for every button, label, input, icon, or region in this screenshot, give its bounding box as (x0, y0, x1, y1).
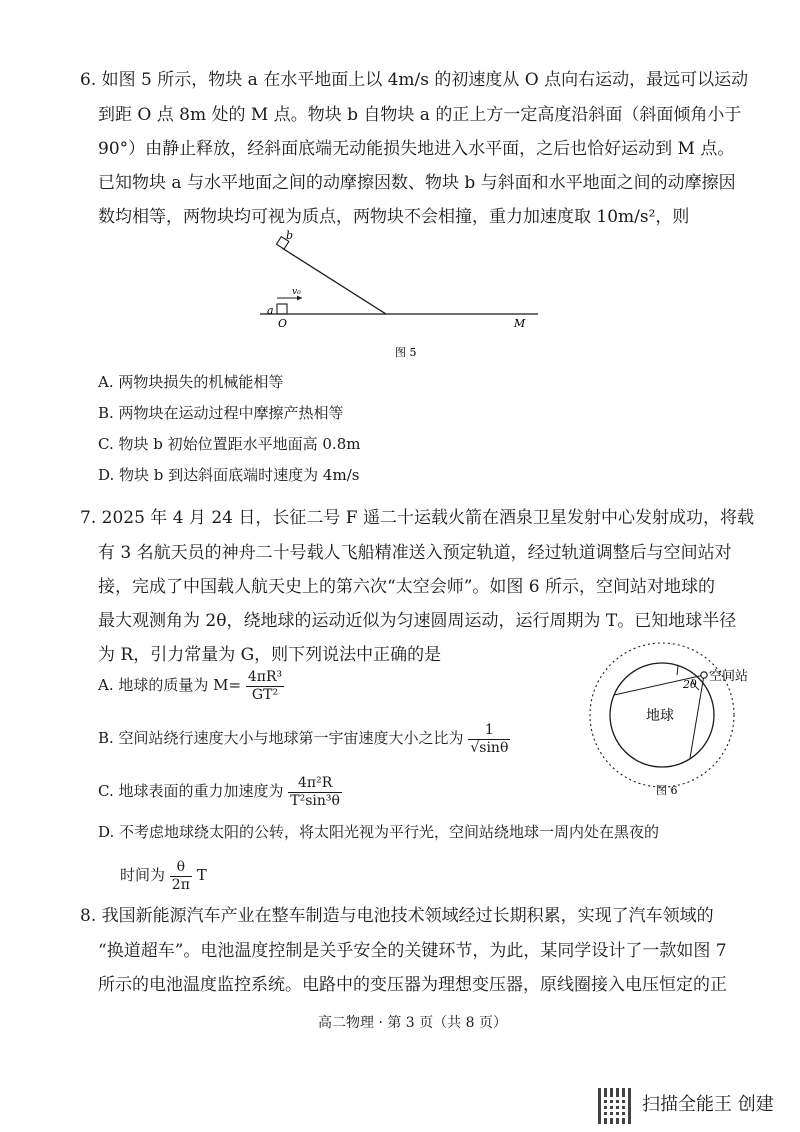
figure-6-overlay (574, 640, 774, 800)
fraction-numerator: θ (170, 859, 192, 877)
fraction-numerator: 1 (468, 722, 510, 740)
q8-line-3: 所示的电池温度监控系统。电路中的变压器为理想变压器，原线圈接入电压恒定的正 (98, 975, 727, 995)
q6-option-c: C. 物块 b 初始位置距水平地面高 0.8m (98, 435, 361, 453)
q6-line-3: 90°）由静止释放，经斜面底端无动能损失地进入水平面，之后也恰好运动到 M 点。 (98, 139, 735, 159)
figure-6-caption: 图 6 (656, 784, 678, 797)
q6-line-4: 已知物块 a 与水平地面之间的动摩擦因数、物块 b 与斜面和水平地面之间的动摩擦因 (98, 173, 736, 193)
fraction-numerator: 4π²R (288, 775, 342, 793)
label-a: a (267, 304, 274, 317)
q7-option-d-suffix: T (196, 866, 207, 884)
watermark-text: 扫描全能王 创建 (642, 1094, 774, 1115)
fraction-denominator: GT² (251, 686, 279, 703)
station-label: 空间站 (709, 669, 749, 684)
label-o: O (278, 317, 288, 330)
q6-option-b: B. 两物块在运动过程中摩擦产热相等 (98, 404, 344, 422)
fraction-numerator: 4πR³ (247, 668, 283, 685)
q6-line-5: 数均相等，两物块均可视为质点，两物块不会相撞，重力加速度取 10m/s²，则 (98, 207, 690, 227)
q7-option-d-line-1: D. 不考虑地球绕太阳的公转，将太阳光视为平行光，空间站绕地球一周内处在黑夜的 (98, 823, 660, 841)
q7-option-c (98, 766, 342, 816)
station-dot (701, 672, 707, 678)
q6-line-1: 6. 如图 5 所示，物块 a 在水平地面上以 4m/s 的初速度从 O 点向右运动，最远可以运动 (80, 70, 749, 90)
q7-option-d-line-2 (120, 850, 207, 900)
q7-line-1: 7. 2025 年 4 月 24 日，长征二号 F 遥二十运载火箭在酒泉卫星发射中心发射成功，将载 (80, 508, 754, 528)
block-a (277, 304, 287, 314)
q7-option-d-text: 时间为 (120, 866, 166, 884)
q7-option-a-fraction (246, 669, 284, 704)
page-footer: 高二物理 · 第 3 页（共 8 页） (318, 1015, 507, 1031)
q8-line-2: “换道超车”。电池温度控制是关乎安全的关键环节，为此，某同学设计了一款如图 7 (98, 941, 727, 961)
q7-option-c-text: C. 地球表面的重力加速度为 (98, 782, 284, 800)
q6-line-2: 到距 O 点 8m 处的 M 点。物块 b 自物块 a 的正上方一定高度沿斜面（斜面倾角小于 (98, 105, 742, 125)
angle-label: 2θ (683, 678, 697, 691)
q7-line-4: 最大观测角为 2θ，绕地球的运动近似为匀速圆周运动，运行周期为 T。已知地球半径 (98, 611, 737, 631)
incline-line (282, 248, 386, 314)
q7-option-a-text: A. 地球的质量为 M= (98, 676, 242, 694)
q7-option-b-fraction (468, 722, 510, 757)
q7-option-b (98, 713, 510, 763)
figure-5 (260, 228, 550, 368)
fraction-denominator: √sinθ (470, 739, 509, 756)
q7-option-c-fraction (288, 775, 342, 810)
fraction-denominator: 2π (171, 876, 190, 893)
label-b: b (286, 229, 294, 242)
q7-option-d-fraction (170, 859, 192, 894)
figure-5-caption: 图 5 (395, 346, 417, 359)
q6-option-a: A. 两物块损失的机械能相等 (98, 373, 284, 391)
q8-line-1: 8. 我国新能源汽车产业在整车制造与电池技术领域经过长期积累，实现了汽车领域的 (80, 906, 714, 926)
q7-line-3: 接，完成了中国载人航天史上的第六次“太空会师”。如图 6 所示，空间站对地球的 (98, 577, 716, 597)
fraction-denominator: T²sin³θ (290, 792, 340, 809)
q7-line-2: 有 3 名航天员的神舟二十号载人飞船精准送入预定轨道，经过轨道调整后与空间站对 (98, 543, 732, 563)
q6-option-d: D. 物块 b 到达斜面底端时速度为 4m/s (98, 466, 360, 484)
q7-option-a (98, 660, 284, 710)
qr-code-icon (598, 1088, 634, 1124)
q7-line-5: 为 R，引力常量为 G，则下列说法中正确的是 (98, 645, 442, 665)
label-m: M (514, 317, 526, 330)
label-v0: v₀ (292, 287, 301, 297)
earth-label: 地球 (646, 708, 674, 724)
q7-option-b-text: B. 空间站绕行速度大小与地球第一宇宙速度大小之比为 (98, 729, 464, 747)
